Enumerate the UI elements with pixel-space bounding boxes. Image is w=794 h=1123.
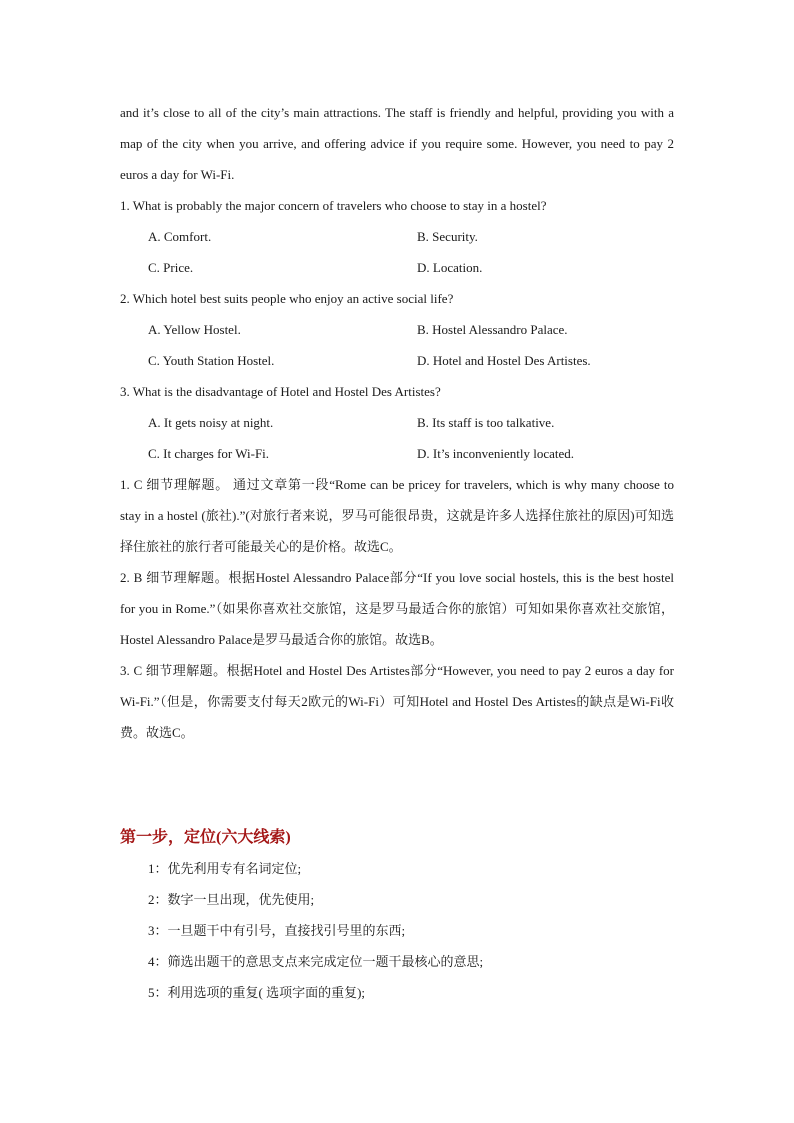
page-content	[120, 97, 674, 1008]
step-item: 2：数字一旦出现，优先使用;	[148, 892, 315, 907]
spacer	[120, 748, 674, 822]
option-row	[120, 252, 674, 283]
answer-3: 3. C 细节理解题。根据Hotel and Hostel Des Artistes部分“However, you need to pay 2 euros a day for Wi-Fi.”（但是，你需要支付每天2欧元的Wi-Fi）可知Hotel and Hostel Des Artistes的缺点是Wi-Fi收费。故选C。	[120, 663, 674, 740]
step-item: 3：一旦题干中有引号，直接找引号里的东西;	[148, 923, 406, 938]
question-stem: 3. What is the disadvantage of Hotel and Hostel Des Artistes?	[120, 384, 441, 399]
question-1	[120, 190, 674, 283]
question-stem: 2. Which hotel best suits people who enjoy an active social life?	[120, 291, 454, 306]
option-b: B. Its staff is too talkative.	[417, 415, 555, 430]
option-a: A. Yellow Hostel.	[148, 322, 241, 337]
option-a: A. It gets noisy at night.	[148, 415, 274, 430]
option-c: C. It charges for Wi-Fi.	[148, 446, 270, 461]
answer-key	[120, 469, 674, 748]
option-row	[120, 438, 674, 469]
answer-1: 1. C 细节理解题。 通过文章第一段“Rome can be pricey for travelers, which is why many choose to stay in a hostel (旅社).”(对旅行者来说，罗马可能很昂贵，这就是许多人选择住旅社的原因)可知选择住旅社的旅行者可能最关心的是价格。故选C。	[120, 477, 674, 554]
option-a: A. Comfort.	[148, 229, 212, 244]
passage-paragraph: and it’s close to all of the city’s main attractions. The staff is friendly and helpful, providing you with a map of the city when you arrive, and offering advice if you require some. However, you need to pay 2 euros a day for Wi-Fi.	[120, 105, 674, 182]
option-d: D. Location.	[417, 260, 483, 275]
question-3	[120, 376, 674, 469]
locating-section	[120, 822, 674, 1008]
option-row	[120, 314, 674, 345]
option-c: C. Price.	[148, 260, 194, 275]
answer-2: 2. B 细节理解题。根据Hostel Alessandro Palace部分“If you love social hostels, this is the best hostel for you in Rome.”（如果你喜欢社交旅馆，这是罗马最适合你的旅馆）可知如果你喜欢社交旅馆，Hostel Alessandro Palace是罗马最适合你的旅馆。故选B。	[120, 570, 674, 647]
section-title: 第一步，定位(六大线索)	[120, 829, 291, 846]
option-d: D. Hotel and Hostel Des Artistes.	[417, 353, 591, 368]
option-row	[120, 221, 674, 252]
step-item: 5：利用选项的重复( 选项字面的重复);	[148, 985, 366, 1000]
option-row	[120, 345, 674, 376]
step-item: 1：优先利用专有名词定位;	[148, 861, 302, 876]
option-c: C. Youth Station Hostel.	[148, 353, 275, 368]
question-2	[120, 283, 674, 376]
option-row	[120, 407, 674, 438]
question-stem: 1. What is probably the major concern of travelers who choose to stay in a hostel?	[120, 198, 547, 213]
option-d: D. It’s inconveniently located.	[417, 446, 575, 461]
option-b: B. Security.	[417, 229, 478, 244]
option-b: B. Hostel Alessandro Palace.	[417, 322, 568, 337]
step-item: 4：筛选出题干的意思支点来完成定位一题干最核心的意思;	[148, 954, 484, 969]
